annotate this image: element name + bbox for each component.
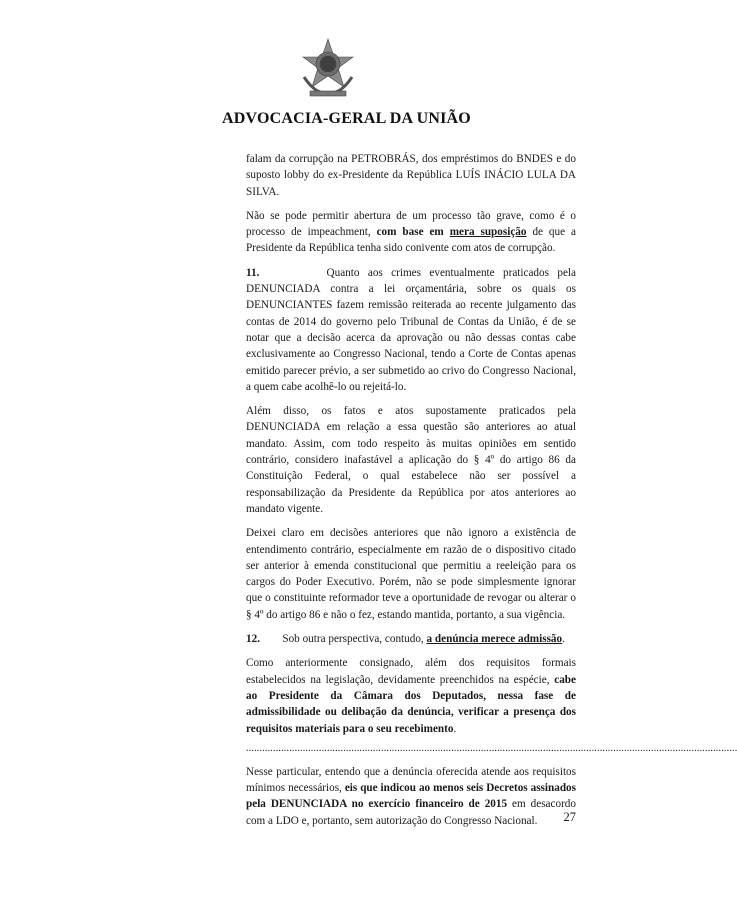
paragraph: Deixei claro em decisões anteriores que não ignoro a existência de entendimento contrário, especialmente em razão de o dispositivo citado ser anterior à emenda constitucional que permitiu a reeleição para os cargos do Poder Executivo. Porém, não se pode simplesmente ignorar que o constituinte reformador teve a oportunidade de revogar ou alterar o § 4º do artigo 86 e não o fez, estando mantida, portanto, a sua vigência. — [246, 527, 576, 621]
paragraph: falam da corrupção na PETROBRÁS, dos empréstimos do BNDES e do suposto lobby do ex-Presidente da República LUÍS INÁCIO LULA DA SILVA. — [246, 153, 576, 198]
document-body — [246, 151, 737, 837]
paragraph-12: 12. Sob outra perspectiva, contudo, a denúncia merece admissão. — [246, 633, 565, 646]
omission-dots: ...................................................................................................................................................................................... — [246, 742, 737, 754]
paragraph-11: 11. Quanto aos crimes eventualmente praticados pela DENUNCIADA contra a lei orçamentária, sobre os quais os DENUNCIANTES fazem remissão reiterada ao recente julgamento das contas de 2014 do governo pelo Tribunal de Contas da União, é de se notar que a decisão acerca da aprovação ou não dessas contas cabe exclusivamente ao Congresso Nacional, tendo a Corte de Contas apenas emitido parecer prévio, a ser submetido ao crivo do Congresso Nacional, a quem cabe acolhê-lo ou rejeitá-lo. — [246, 266, 577, 393]
paragraph-number: 11. — [246, 266, 260, 279]
agency-header: ADVOCACIA-GERAL DA UNIÃO — [222, 110, 471, 127]
page-number: 27 — [563, 810, 576, 824]
paragraph-number: 12. — [246, 633, 260, 646]
paragraph: Além disso, os fatos e atos supostamente praticados pela DENUNCIADA em relação a essa questão são anteriores ao atual mandato. Assim, com todo respeito às muitas opiniões em sentido contrário, considero inafastável a aplicação do § 4º do artigo 86 da Constituição Federal, o qual estabelece não ser possível a responsabilização da Presidente da República por atos anteriores ao mandato vigente. — [246, 405, 576, 515]
paragraph: Nesse particular, entendo que a denúncia oferecida atende aos requisitos mínimos necessários, eis que indicou ao menos seis Decretos assinados pela DENUNCIADA no exercício financeiro de 2015 em desacordo com a LDO e, portanto, sem autorização do Congresso Nacional. — [246, 765, 576, 827]
coat-of-arms-emblem — [296, 37, 360, 101]
paragraph: Não se pode permitir abertura de um processo tão grave, como é o processo de impeachment, com base em mera suposição de que a Presidente da República tenha sido conivente com atos de corrupção. — [246, 209, 576, 255]
paragraph: Como anteriormente consignado, além dos requisitos formais estabelecidos na legislação, devidamente preenchidos na espécie, cabe ao Presidente da Câmara dos Deputados, nessa fase de admissibilidade ou delibação da denúncia, verificar a presença dos requisitos materiais para o seu recebimento. — [246, 657, 576, 735]
